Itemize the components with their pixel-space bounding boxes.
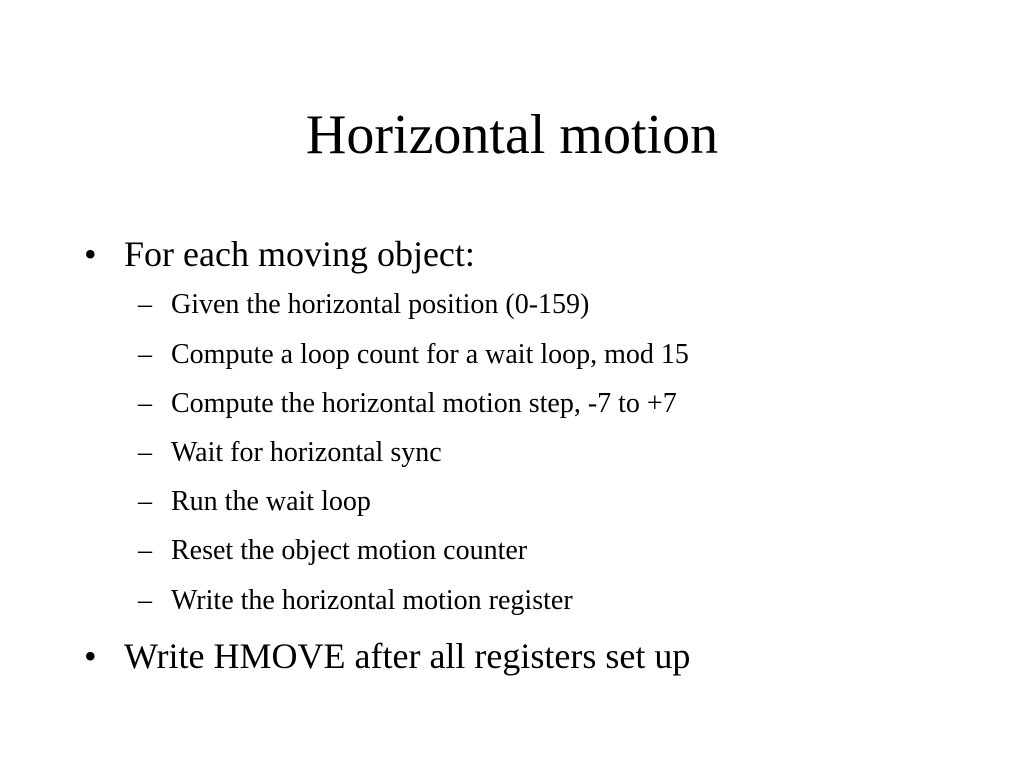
sub-item-text: Reset the object motion counter bbox=[171, 535, 528, 566]
sub-item-text: Compute the horizontal motion step, -7 to +7 bbox=[171, 388, 677, 419]
bullet-item bbox=[84, 634, 690, 678]
sub-item bbox=[138, 288, 589, 322]
sub-item bbox=[138, 534, 527, 568]
bullet-text: For each moving object: bbox=[124, 234, 475, 274]
slide-title: Horizontal motion bbox=[305, 104, 719, 166]
sub-item bbox=[138, 436, 442, 470]
bullet-item bbox=[84, 232, 475, 276]
dash-mark: – bbox=[138, 339, 152, 370]
dash-mark: – bbox=[138, 486, 152, 517]
dash-mark: – bbox=[138, 437, 152, 468]
sub-item bbox=[138, 338, 689, 372]
sub-item-text: Compute a loop count for a wait loop, mod 15 bbox=[171, 339, 689, 370]
sub-item-text: Given the horizontal position (0-159) bbox=[171, 289, 590, 320]
sub-item-text: Write the horizontal motion register bbox=[171, 585, 573, 616]
sub-item bbox=[138, 485, 371, 519]
sub-item-text: Wait for horizontal sync bbox=[171, 437, 442, 468]
dash-mark: – bbox=[138, 289, 152, 320]
sub-item-text: Run the wait loop bbox=[171, 486, 371, 517]
bullet-text: Write HMOVE after all registers set up bbox=[124, 636, 691, 676]
sub-item bbox=[138, 584, 573, 618]
dash-mark: – bbox=[138, 535, 152, 566]
dash-mark: – bbox=[138, 388, 152, 419]
sub-item bbox=[138, 387, 677, 421]
dash-mark: – bbox=[138, 585, 152, 616]
bullet-mark: • bbox=[84, 636, 97, 676]
bullet-mark: • bbox=[84, 234, 97, 274]
